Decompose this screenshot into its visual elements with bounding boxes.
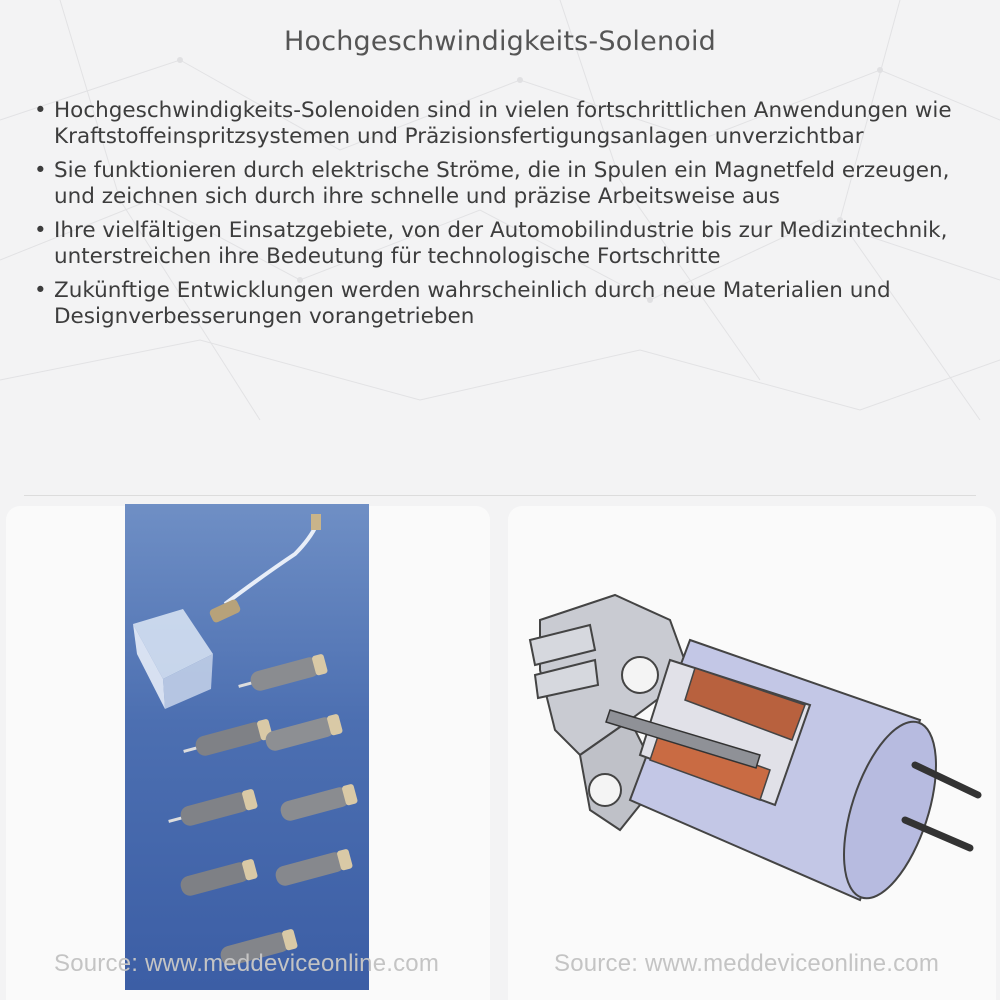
list-item <box>34 218 974 270</box>
bullet-dot: • <box>34 278 47 303</box>
bullet-dot: • <box>34 98 47 123</box>
solenoid-cylinders <box>166 653 358 967</box>
bullet-list <box>34 98 974 338</box>
bullet-text: Hochgeschwindigkeits-Solenoiden sind in vielen fortschrittlichen Anwendungen wie Kraftstoffeinspritzsystemen und Präzisionsfertigungsanlagen unverzichtbar <box>54 98 952 149</box>
bullet-text: Ihre vielfältigen Einsatzgebiete, von der Automobilindustrie bis zur Medizintechnik, unterstreichen ihre Bedeutung für technologische Fortschritte <box>54 218 948 269</box>
page-title: Hochgeschwindigkeits-Solenoid <box>283 26 717 57</box>
bullet-dot: • <box>34 218 47 243</box>
bullet-text: Zukünftige Entwicklungen werden wahrscheinlich durch neue Materialien und Designverbesserungen vorangetrieben <box>54 278 891 329</box>
solenoid-cutaway-diagram <box>520 580 990 920</box>
solenoid-photo-illustration <box>125 504 369 990</box>
list-item <box>34 158 974 210</box>
bullet-text: Sie funktionieren durch elektrische Ströme, die in Spulen ein Magnetfeld erzeugen, und zeichnen sich durch ihre schnelle und präzise Arbeitsweise aus <box>54 158 950 209</box>
list-item <box>34 278 974 330</box>
section-divider <box>24 495 976 496</box>
solenoid-product-photo <box>125 504 369 990</box>
image-source-caption-right: Source: www.meddeviceonline.com <box>554 950 940 977</box>
bullet-dot: • <box>34 158 47 183</box>
image-source-caption-left: Source: www.meddeviceonline.com <box>54 950 440 977</box>
list-item <box>34 98 974 150</box>
